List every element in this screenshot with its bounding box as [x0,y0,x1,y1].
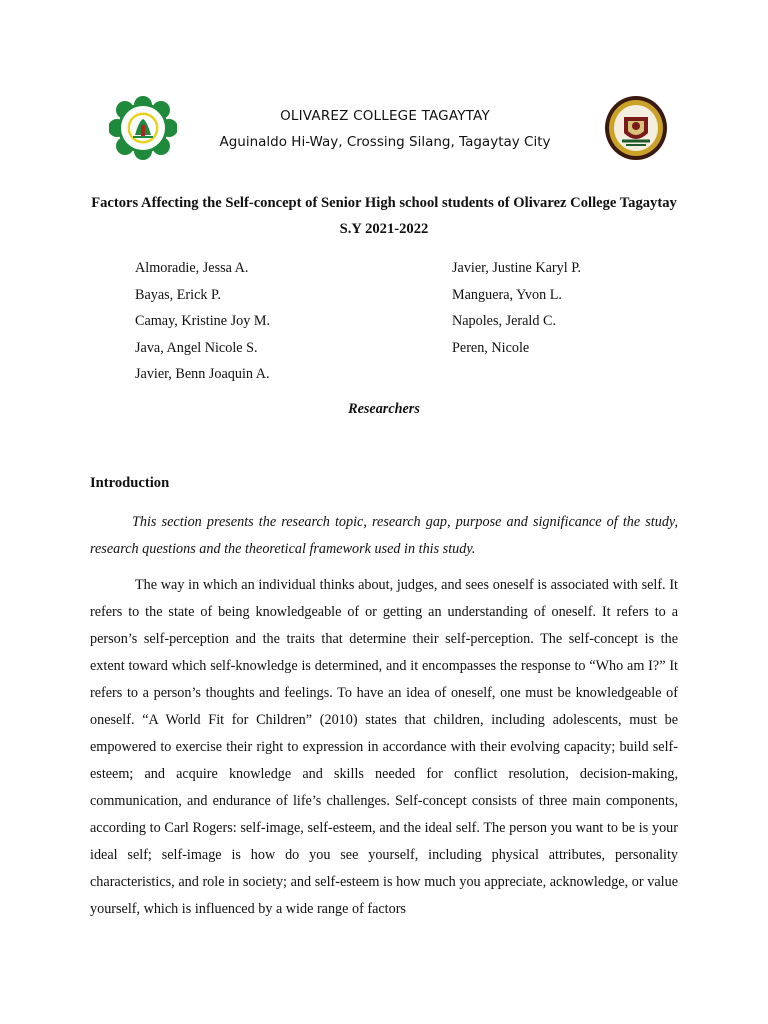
author-name: Peren, Nicole [452,339,530,356]
institution-name: OLIVAREZ COLLEGE TAGAYTAY [280,108,490,124]
author-name: Bayas, Erick P. [135,286,221,303]
authors-right-column [452,255,581,361]
author-name: Manguera, Yvon L. [452,286,562,303]
section-heading-introduction: Introduction [90,475,170,491]
author-name: Javier, Benn Joaquin A. [135,366,270,382]
authors-left-column [135,255,270,388]
author-name: Napoles, Jerald C. [452,313,557,329]
olivarez-college-seal-green-icon [109,95,177,161]
paper-title: Factors Affecting the Self-concept of Senior High school students of Olivarez College Tagaytay S.Y 2021-2022 [91,195,677,237]
olivarez-college-crest-icon [604,95,668,161]
intro-paragraph: This section presents the research topic, research gap, purpose and significance of the study, research questions and the theoretical framework used in this study. [90,514,678,557]
researchers-label: Researchers [348,401,420,417]
author-name: Camay, Kristine Joy M. [135,313,271,329]
author-name: Almoradie, Jessa A. [135,260,249,276]
body-paragraph: The way in which an individual thinks about, judges, and sees oneself is associated with self. It refers to the state of being knowledgeable of or getting an understanding of oneself. It refers to a person’s self-perception and the traits that determine their self-perception. The self-concept is the extent toward which self-knowledge is determined, and it encompasses the response to “Who am I?” It refers to a person’s thoughts and feelings. To have an idea of oneself, one must be knowledgeable of oneself. “A World Fit for Children” (2010) states that children, including adolescents, must be empowered to exercise their right to expression in accordance with their evolving capacity; build self-esteem; and acquire knowledge and skills needed for conflict resolution, decision-making, communication, and endurance of life’s challenges. Self-concept consists of three main components, according to Carl Rogers: self-image, self-esteem, and the ideal self. The person you want to be is your ideal self; self-image is how do you see yourself, including physical attributes, personality characteristics, and role in society; and self-esteem is how much you appreciate, acknowledge, or value yourself, which is influenced by a wide range of factors [90,577,678,917]
institution-address: Aguinaldo Hi-Way, Crossing Silang, Tagaytay City [219,134,551,150]
author-name: Javier, Justine Karyl P. [452,260,582,276]
author-name: Java, Angel Nicole S. [135,339,258,356]
